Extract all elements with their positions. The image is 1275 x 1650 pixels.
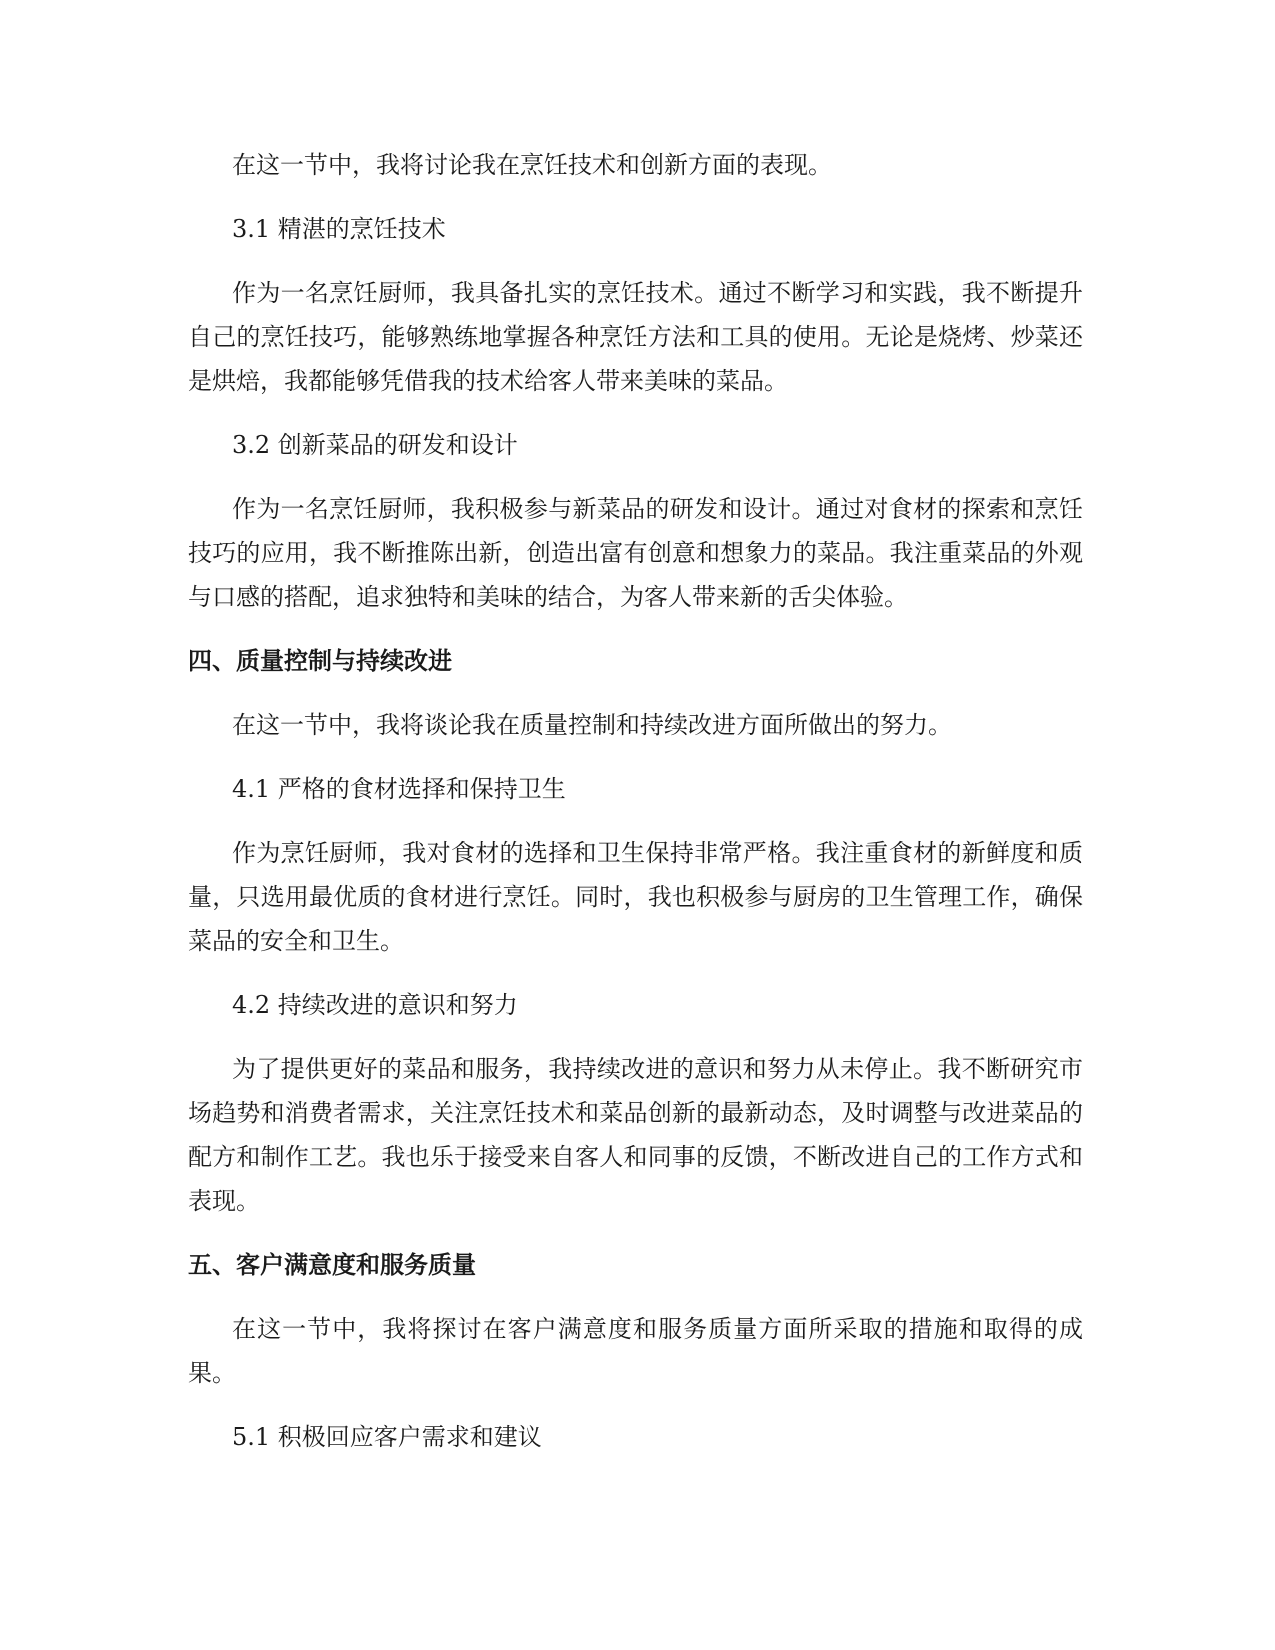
section3-intro: 在这一节中，我将讨论我在烹饪技术和创新方面的表现。 <box>232 151 832 179</box>
subsection-4-2-body: 为了提供更好的菜品和服务，我持续改进的意识和努力从未停止。我不断研究市场趋势和消费者需求，关注烹饪技术和菜品创新的最新动态，及时调整与改进菜品的配方和制作工艺。我也乐于接受来自客人和同事的反馈，不断改进自己的工作方式和表现。 <box>188 1055 1083 1215</box>
document-body <box>188 143 1083 1459</box>
section4-heading: 四、质量控制与持续改进 <box>188 647 452 675</box>
section5-intro: 在这一节中，我将探讨在客户满意度和服务质量方面所采取的措施和取得的成果。 <box>188 1315 1083 1387</box>
section5-heading: 五、客户满意度和服务质量 <box>188 1251 476 1279</box>
subsection-4-1-body: 作为烹饪厨师，我对食材的选择和卫生保持非常严格。我注重食材的新鲜度和质量，只选用最优质的食材进行烹饪。同时，我也积极参与厨房的卫生管理工作，确保菜品的安全和卫生。 <box>188 839 1083 955</box>
section4-intro: 在这一节中，我将谈论我在质量控制和持续改进方面所做出的努力。 <box>232 711 952 739</box>
subsection-3-1-body: 作为一名烹饪厨师，我具备扎实的烹饪技术。通过不断学习和实践，我不断提升自己的烹饪技巧，能够熟练地掌握各种烹饪方法和工具的使用。无论是烧烤、炒菜还是烘焙，我都能够凭借我的技术给客人带来美味的菜品。 <box>188 279 1083 395</box>
subsection-3-2-body: 作为一名烹饪厨师，我积极参与新菜品的研发和设计。通过对食材的探索和烹饪技巧的应用，我不断推陈出新，创造出富有创意和想象力的菜品。我注重菜品的外观与口感的搭配，追求独特和美味的结合，为客人带来新的舌尖体验。 <box>188 495 1083 611</box>
subsection-3-2-title: 3.2 创新菜品的研发和设计 <box>232 431 518 459</box>
subsection-5-1-title: 5.1 积极回应客户需求和建议 <box>232 1423 542 1451</box>
subsection-4-2-title: 4.2 持续改进的意识和努力 <box>232 991 518 1019</box>
subsection-4-1-title: 4.1 严格的食材选择和保持卫生 <box>232 775 566 803</box>
subsection-3-1-title: 3.1 精湛的烹饪技术 <box>232 215 446 243</box>
